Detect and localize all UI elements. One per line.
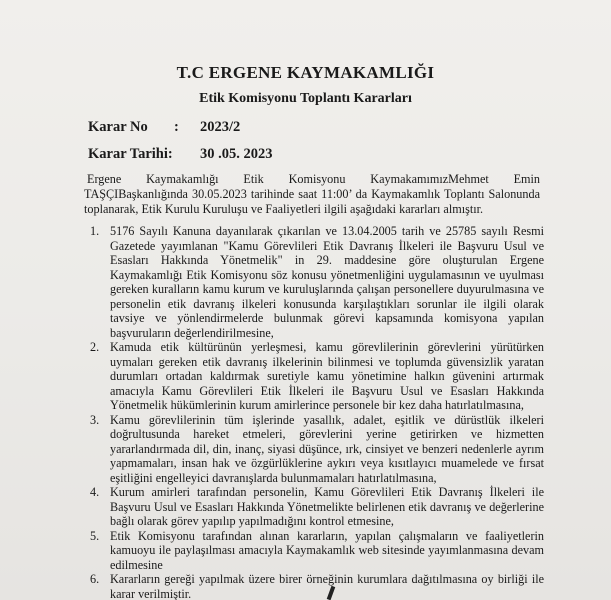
item-number: 6. [90,572,100,586]
item-text: Kamu görevlilerinin tüm işlerinde yasallık, adalet, eşitlik ve dürüstlük ilkeleri doğrultusunda hareket etmeleri, görevlerini yerine getirirken ve hizmetten yararlandırmada dil, din, inanç, siyasi düşünce, ırk, cinsiyet ve benzeri nedenlerle ayrım yapmamaları, insan hak ve özgürlüklerine aykırı veya kısıtlayıcı muamelede ve fırsat eşitliğini engelleyici davranışlarda bulunmamaları hatırlatılmasına, [110,412,544,485]
list-item [84,413,544,486]
intro-line-1: Ergene Kaymakamlığı Etik Komisyonu KaymakamımızMehmet Emin [87,172,540,186]
item-text: Kurum amirleri tarafından personelin, Kamu Görevlileri Etik Davranış İlkeleri ile Başvuru Usul ve Esasları Hakkında Yönetmelikte belirlenen etik davranış ve değerlerine bağlı olarak görev yapılıp yapılmadığını kontrol etmesine, [110,485,544,528]
decision-date-value: 30 .05. 2023 [200,146,273,162]
decision-number-label: Karar No [88,119,148,135]
list-item [84,224,544,340]
intro-paragraph [84,172,540,217]
item-number: 1. [90,224,100,238]
document-title: T.C ERGENE KAYMAKAMLIĞI [176,63,435,82]
item-number: 4. [90,485,100,499]
list-item [84,529,544,573]
decision-number-value: 2023/2 [200,119,241,135]
item-number: 2. [90,340,100,354]
item-text: Etik Komisyonu tarafından alınan kararların, yapılan çalışmaların ve faaliyetlerin kamuoyu ile paylaşılması amacıyla Kaymakamlık web sitesinde yayımlanmasına devam edilmesine [110,528,544,572]
item-text: Kararların gereği yapılmak üzere birer örneğinin kurumlara dağıtılmasına oy birliği ile karar verilmiştir. [110,572,544,600]
item-text: Kamuda etik kültürünün yerleşmesi, kamu görevlilerinin görevlerini yürütürken uymaları gereken etik davranış ilkelerinin bilinmesi ve toplumda güvensizlik yaratan durumları ortadan kaldırmak suretiyle kamu yönetimine halkın güvenini artırmak amacıyla Kamu Görevlileri Etik İlkeleri ile Başvuru Usul ve Esasları Hakkında Yönetmelik hükümlerinin kurum amirlerince personele bir kez daha hatırlatılmasına, [110,340,544,412]
decision-list [84,224,544,600]
item-number: 5. [90,528,100,543]
intro-rest: TAŞÇIBaşkanlığında 30.05.2023 tarihinde saat 11:00’ da Kaymakamlık Toplantı Salonunda toplanarak, Etik Kurulu Kuruluşu ve Faaliyetleri ilgili aşağıdaki kararları almıştır. [84,187,540,216]
list-item [84,340,544,413]
decision-number-colon: : [174,119,179,135]
decision-number-row [88,119,240,136]
document-subtitle: Etik Komisyonu Toplantı Kararları [199,91,412,106]
decision-date-label: Karar Tarihi: [88,146,173,162]
item-number: 3. [90,412,100,427]
list-item [84,485,544,529]
item-text: 5176 Sayılı Kanuna dayanılarak çıkarılan ve 13.04.2005 tarih ve 25785 sayılı Resmi Gazetede yayımlanan "Kamu Görevlileri Etik Davranış İlkeleri ile Başvuru Usul ve Esasları Hakkında Yönetmelik" in 29. maddesine göre oluşturulan Ergene Kaymakamlığı Etik Komisyonu söz konusu yönetmenliğini uygulamasının ve uyulması gereken kuralların kamu kurum ve kuruluşlarında çalışan personellere duyurulmasına ve personelin etik davranış ilkeleri konusunda karşılaştıkları sorunlar ile ilgili olarak tavsiye ve yönlendirmelerde bulunmak görevi kapsamında komisyona yapılan başvuruların değerlendirilmesine, [110,224,544,340]
list-item [84,572,544,600]
decision-date-row [88,146,273,163]
